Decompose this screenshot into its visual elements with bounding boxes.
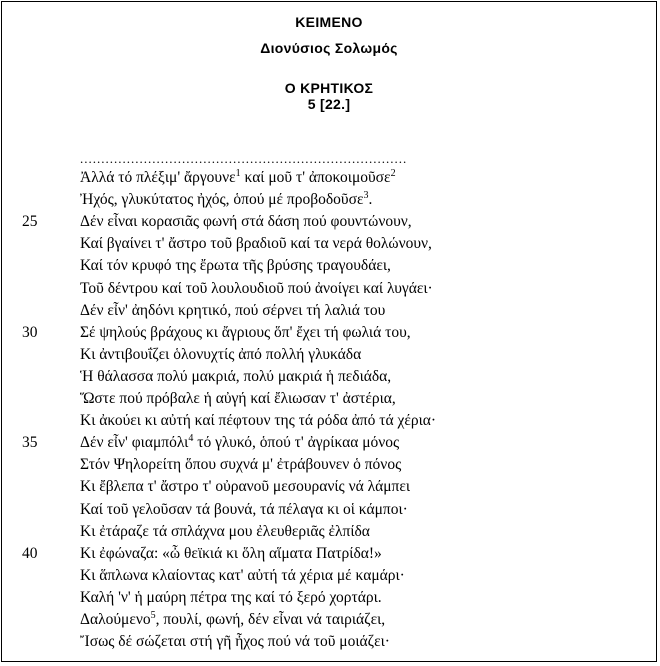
line-number: 25 — [22, 213, 38, 231]
poem-line-text: Στόν Ψηλορείτη ὅπου συχνά μ' ἐτράβουνεν ὁ πόνος — [80, 456, 402, 474]
poem-line-text: Τοῦ δέντρου καί τοῦ λουλουδιοῦ πού ἀνοίγει καί λυγάει· — [80, 279, 433, 297]
poem-line — [80, 521, 370, 543]
poem-line — [80, 565, 405, 587]
poem-line-text: Καί τοῦ γελοῦσαν τά βουνά, τά πέλαγα κι οἱ κάμποι· — [80, 500, 408, 518]
poem-line — [80, 211, 412, 233]
poem-line — [80, 410, 436, 432]
poem-line — [80, 609, 385, 631]
footnote-marker: 4 — [188, 433, 194, 445]
poem-line — [80, 233, 432, 255]
poem-line-text: , πουλί, φωνή, δέν εἶναι νά ταιριάζει, — [155, 611, 386, 628]
poem-line-text: τό γλυκό, ὁπού τ' ἀγρίκαα μόνος — [193, 434, 400, 452]
line-number: 30 — [22, 323, 38, 341]
poem-line — [80, 631, 390, 653]
poem-line — [80, 300, 385, 322]
footnote-marker: 2 — [390, 167, 396, 179]
poem-line-text: Κι ἀντιβουΐζει ὁλονυχτίς ἀπό πολλή γλυκάδα — [80, 345, 362, 363]
poem-line — [80, 255, 391, 277]
poem-line — [80, 543, 382, 565]
poem-line-text: καί μοῦ τ' ἀποκοιμοῦσε — [240, 169, 391, 186]
poem-line-text: Ὥστε πού πρόβαλε ἡ αὐγή καί ἔλιωσαν τ' ἀστέρια, — [80, 390, 396, 407]
poem-line-text: Καί βγαίνει τ' ἄστρο τοῦ βραδιοῦ καί τα νερά θολώνουν, — [80, 235, 432, 253]
poem-line — [80, 167, 396, 189]
poem-number: 5 [22.] — [307, 96, 351, 112]
poem-line — [80, 322, 411, 344]
poem-line-text: Ἠχός, γλυκύτατος ἠχός, ὁπού μέ προβοδοῦσε — [80, 191, 364, 209]
poem-line-text: Δέν εἶν' φιαμπόλι — [80, 434, 189, 452]
poem-line — [80, 432, 399, 454]
poem-line-text: Δέν εἶναι κορασιᾶς φωνή στά δάση πού φουντώνουν, — [80, 213, 412, 231]
section-heading: ΚΕΙΜΕΝΟ — [295, 14, 363, 30]
ellipsis-line: ............................................................................. — [80, 151, 408, 166]
footnote-marker: 5 — [150, 609, 156, 621]
author-heading: Διονύσιος Σολωμός — [260, 40, 398, 56]
poem-line-text: Κι ἅπλωνα κλαίοντας κατ' αὐτή τά χέρια μέ καμάρι· — [80, 566, 405, 584]
poem-line — [80, 388, 396, 410]
footnote-marker: 1 — [235, 167, 241, 179]
poem-line — [80, 476, 410, 498]
poem-line — [80, 344, 361, 366]
footnote-marker: 3 — [363, 189, 369, 201]
poem-line-text: Καί τόν κρυφό της ἔρωτα τῆς βρύσης τραγουδάει, — [80, 257, 391, 275]
poem-line-text: Καλή 'ν' ἡ μαύρη πέτρα της καί τό ξερό χορτάρι. — [80, 588, 382, 606]
line-number: 35 — [22, 434, 38, 452]
poem-line-text: . — [368, 191, 373, 209]
poem-line — [80, 366, 391, 388]
poem-line-text: Δαλούμενο — [80, 611, 151, 628]
poem-line — [80, 499, 408, 521]
poem-line-text: Ἴσως δέ σώζεται στή γῆ ἦχος πού νά τοῦ μοιάζει· — [80, 633, 390, 651]
line-number: 40 — [22, 544, 38, 562]
poem-line — [80, 278, 433, 300]
document-page — [1, 1, 657, 662]
poem-title: Ο ΚΡΗΤΙΚΟΣ — [284, 80, 374, 96]
poem-line-text: Κι ἀκούει κι αὐτή καί πέφτουν της τά ρόδα ἀπό τά χέρια· — [80, 412, 437, 430]
poem-line — [80, 454, 401, 476]
poem-line-text: Δέν εἶν' ἀηδόνι κρητικό, πού σέρνει τή λαλιά του — [80, 301, 386, 319]
poem-line — [80, 189, 372, 211]
poem-line-text: Ἡ θάλασσα πολύ μακριά, πολύ μακριά ἡ πεδιάδα, — [80, 367, 392, 385]
poem-line — [80, 587, 382, 609]
poem-line-text: Σέ ψηλούς βράχους κι ἄγριους ὅπ' ἔχει τή φωλιά του, — [80, 323, 411, 341]
poem-line-text: Ἀλλά τό πλέξιμ' ἄργουνε — [80, 169, 236, 186]
poem-line-text: Κι ἐφώναζα: «ὦ θεϊκιά κι ὅλη αἵματα Πατρίδα!» — [80, 544, 382, 562]
poem-line-text: Κι ἐτάραζε τά σπλάχνα μου ἐλευθεριᾶς ἐλπίδα — [80, 522, 370, 540]
poem-line-text: Κι ἔβλεπα τ' ἄστρο τ' οὐρανοῦ μεσουρανίς νά λάμπει — [80, 478, 411, 496]
